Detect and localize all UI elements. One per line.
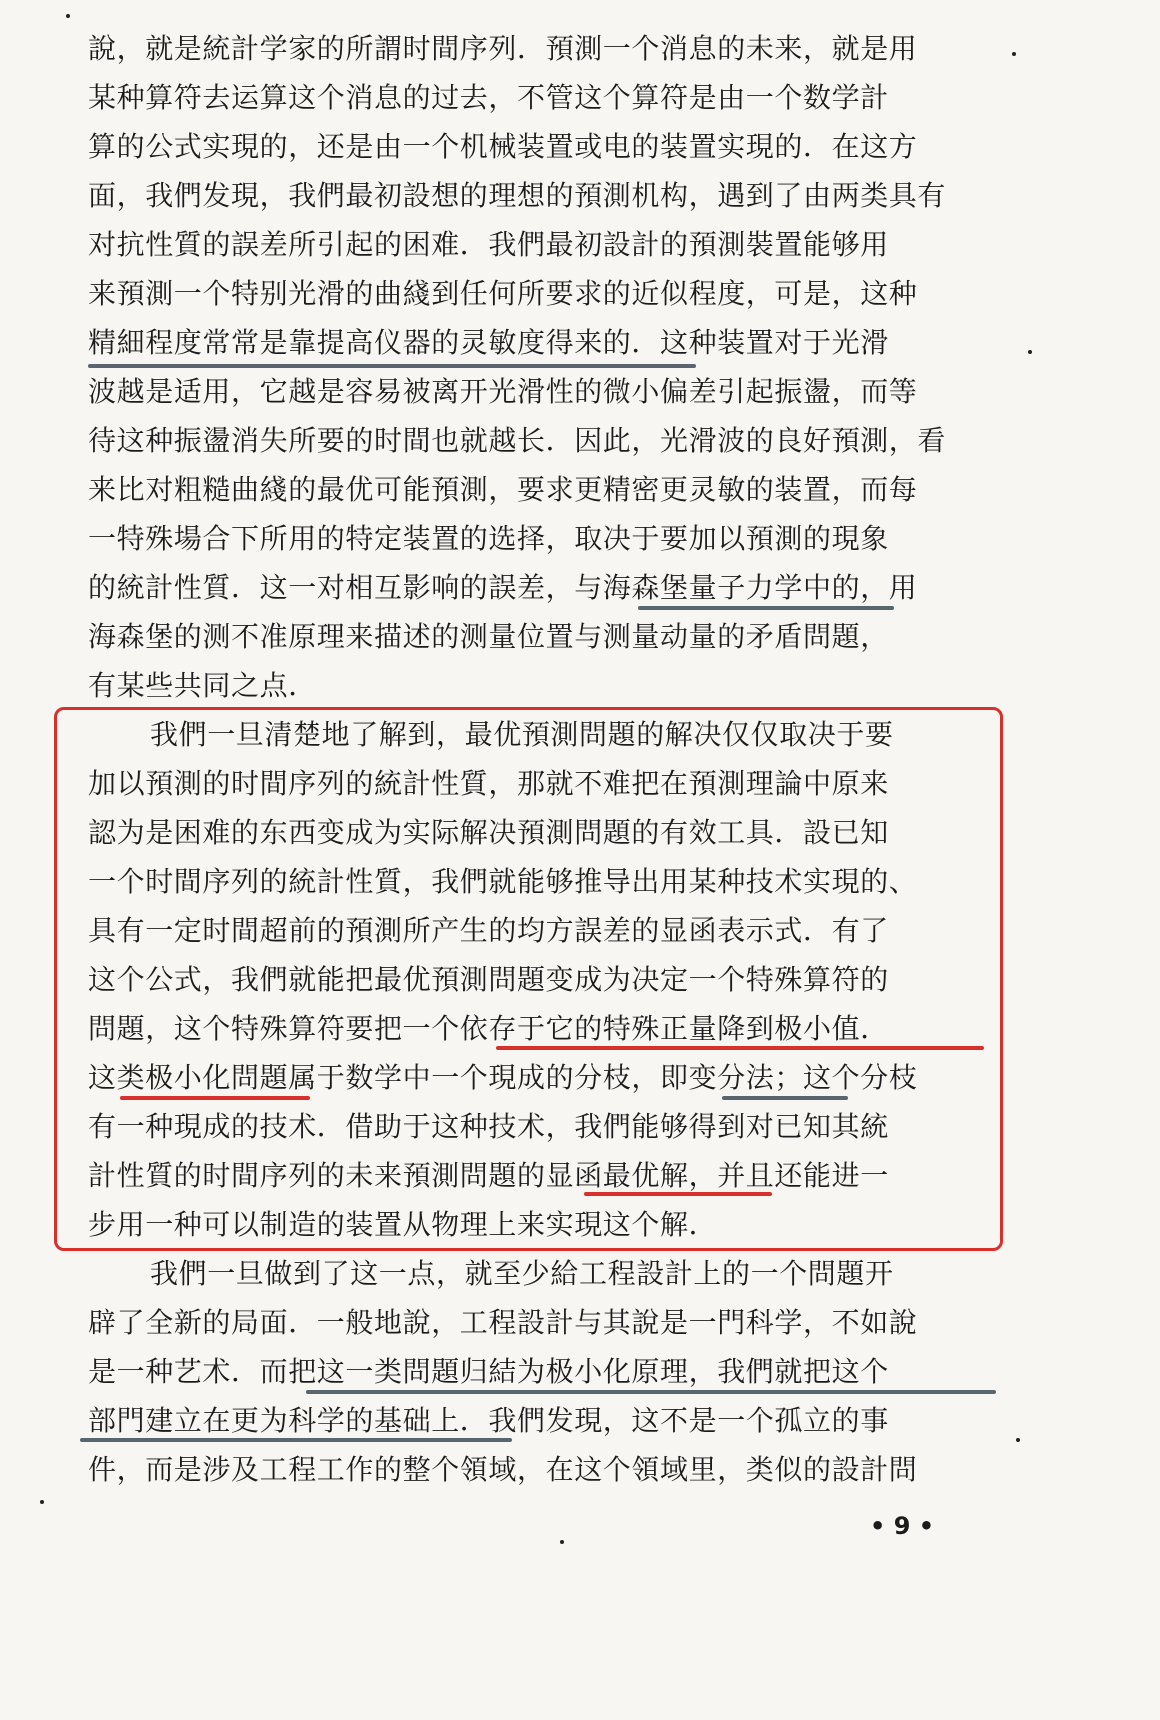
page-number: • 9 • [870,1512,935,1540]
underline-annotation [638,606,894,610]
text-line: 部門建立在更为科学的基础上．我們发現，这不是一个孤立的事 [88,1404,889,1437]
underline-annotation [584,1192,772,1196]
text-line: 来預測一个特别光滑的曲綫到任何所要求的近似程度，可是，这种 [88,277,918,310]
underline-annotation [80,1438,512,1442]
underline-annotation [306,1390,996,1394]
scan-speck [1016,1438,1020,1442]
scan-speck [66,14,70,18]
text-line: 計性質的时間序列的未来預測問題的显函最优解，并且还能进一 [88,1159,889,1192]
text-line: 精細程度常常是靠提高仪器的灵敏度得来的．这种装置对于光滑 [88,326,889,359]
text-line: 这个公式，我們就能把最优預測問題变成为决定一个特殊算符的 [88,963,889,996]
text-line: 对抗性質的誤差所引起的困难．我們最初設計的預測裝置能够用 [88,228,889,261]
text-line: 来比对粗糙曲綫的最优可能預測，要求更精密更灵敏的装置，而每 [88,473,918,506]
scan-speck [560,1540,564,1544]
text-line: 的統計性質．这一对相互影响的誤差，与海森堡量子力学中的，用 [88,571,918,604]
text-line: 面，我們发現，我們最初設想的理想的預測机构，遇到了由两类具有 [88,179,947,212]
underline-annotation [88,364,696,368]
text-line: 我們一旦做到了这一点，就至少給工程設計上的一个問題开 [150,1257,894,1290]
text-line: 具有一定时間超前的預測所产生的均方誤差的显函表示式．有了 [88,914,889,947]
text-line: 有某些共同之点． [88,669,317,702]
scan-speck [40,1500,44,1504]
text-line: 辟了全新的局面．一般地說，工程設計与其說是一門科学，不如說 [88,1306,918,1339]
text-line: 問題，这个特殊算符要把一个依存于它的特殊正量降到极小值． [88,1012,889,1045]
text-line: 有一种現成的技术．借助于这种技术，我們能够得到对已知其統 [88,1110,889,1143]
text-line: 波越是适用，它越是容易被离开光滑性的微小偏差引起振盪，而等 [88,375,918,408]
text-line: 这类极小化問題属于数学中一个現成的分枝，即变分法；这个分枝 [88,1061,918,1094]
underline-annotation [120,1096,310,1100]
text-line: 是一种艺术．而把这一类問題归結为极小化原理，我們就把这个 [88,1355,889,1388]
text-line: 我們一旦清楚地了解到，最优預測問題的解决仅仅取决于要 [150,718,894,751]
text-line: 加以預測的时間序列的統計性質，那就不难把在預測理論中原来 [88,767,889,800]
text-line: 件，而是涉及工程工作的整个領域，在这个領域里，类似的設計問 [88,1453,918,1486]
text-line: 一特殊場合下所用的特定装置的选择，取决于要加以預測的現象 [88,522,889,555]
text-line: 一个时間序列的統計性質，我們就能够推导出用某种技术实現的、 [88,865,918,898]
scan-speck [1012,52,1016,56]
text-line: 海森堡的测不准原理来描述的测量位置与测量动量的矛盾問題， [88,620,889,653]
text-line: 算的公式实現的，还是由一个机械装置或电的装置实現的．在这方 [88,130,918,163]
scan-speck [1028,350,1032,354]
text-line: 認为是困难的东西变成为实际解决預測問題的有效工具．設已知 [88,816,889,849]
text-line: 說，就是統計学家的所謂时間序列．預測一个消息的未来，就是用 [88,32,918,65]
underline-annotation [496,1046,984,1050]
text-line: 步用一种可以制造的装置从物理上来实現这个解． [88,1208,718,1241]
text-line: 待这种振盪消失所要的时間也就越长．因此，光滑波的良好預測，看 [88,424,947,457]
underline-annotation [722,1096,848,1100]
text-line: 某种算符去运算这个消息的过去，不管这个算符是由一个数学計 [88,81,889,114]
